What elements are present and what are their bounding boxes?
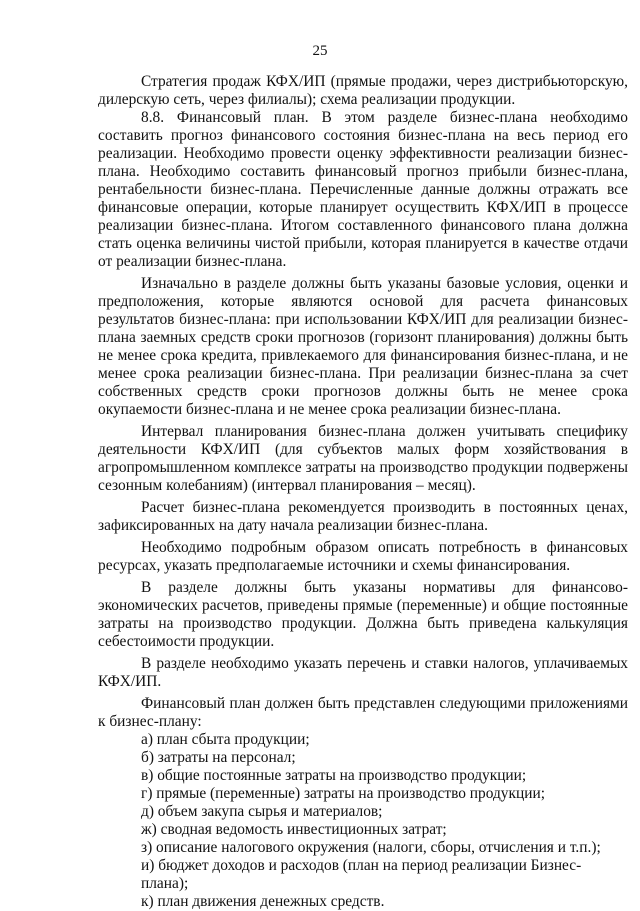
list-item: и) бюджет доходов и расходов (план на период реализации Бизнес-плана); — [141, 857, 582, 892]
paragraph-base-conditions: Изначально в разделе должны быть указаны базовые условия, оценки и предположения, которые являются основой для расчета финансовых результатов бизнес-плана: при использовании КФХ/ИП для реализации бизнес-плана заемных средств сроки прогнозов (горизонт планирования) должны быть не менее срока кредита, привлекаемого для финансирования бизнес-плана, и не менее срока реализации бизнес-плана. При реализации бизнес-плана за счет собственных средств сроки прогнозов должны быть не менее срока окупаемости бизнес-плана и не менее срока реализации бизнес-плана. — [98, 275, 628, 418]
document-body — [98, 73, 628, 911]
paragraph-financial-resources: Необходимо подробным образом описать потребность в финансовых ресурсах, указать предполагаемые источники и схемы финансирования. — [98, 539, 628, 574]
paragraph-taxes: В разделе необходимо указать перечень и ставки налогов, уплачиваемых КФХ/ИП. — [98, 655, 628, 690]
list-item: в) общие постоянные затраты на производство продукции; — [141, 767, 527, 784]
list-item: к) план движения денежных средств. — [141, 893, 385, 910]
list-item: г) прямые (переменные) затраты на производство продукции; — [141, 785, 545, 802]
list-item: а) план сбыта продукции; — [141, 731, 310, 748]
list-item: б) затраты на персонал; — [141, 749, 296, 766]
paragraph-normatives: В разделе должны быть указаны нормативы для финансово-экономических расчетов, приведены прямые (переменные) и общие постоянные затраты на производство продукции. Должна быть приведена калькуляция себестоимости продукции. — [98, 579, 628, 650]
list-item: д) объем закупа сырья и материалов; — [141, 803, 383, 820]
paragraph-appendices-intro: Финансовый план должен быть представлен следующими приложениями к бизнес-плану: — [98, 695, 628, 730]
appendix-list — [98, 731, 628, 911]
page-number: 25 — [312, 43, 328, 59]
list-item: ж) сводная ведомость инвестиционных затрат; — [141, 821, 447, 838]
list-item: з) описание налогового окружения (налоги, сборы, отчисления и т.п.); — [141, 839, 601, 856]
paragraph-sales-strategy: Стратегия продаж КФХ/ИП (прямые продажи, через дистрибьюторскую, дилерскую сеть, через филиалы); схема реализации продукции. — [98, 73, 628, 108]
paragraph-financial-plan: 8.8. Финансовый план. В этом разделе бизнес-плана необходимо составить прогноз финансового состояния бизнес-плана на весь период его реализации. Необходимо провести оценку эффективности реализации бизнес-плана. Необходимо составить финансовый прогноз прибыли бизнес-плана, рентабельности бизнес-плана. Перечисленные данные должны отражать все финансовые операции, которые планирует осуществить КФХ/ИП в процессе реализации бизнес-плана. Итогом составленного финансового плана должна стать оценка величины чистой прибыли, которая планируется в качестве отдачи от реализации бизнес-плана. — [98, 109, 628, 270]
paragraph-constant-prices: Расчет бизнес-плана рекомендуется производить в постоянных ценах, зафиксированных на дату начала реализации бизнес-плана. — [98, 499, 628, 534]
paragraph-planning-interval: Интервал планирования бизнес-плана должен учитывать специфику деятельности КФХ/ИП (для субъектов малых форм хозяйствования в агропромышленном комплексе затраты на производство продукции подвержены сезонным колебаниям) (интервал планирования – месяц). — [98, 423, 628, 494]
